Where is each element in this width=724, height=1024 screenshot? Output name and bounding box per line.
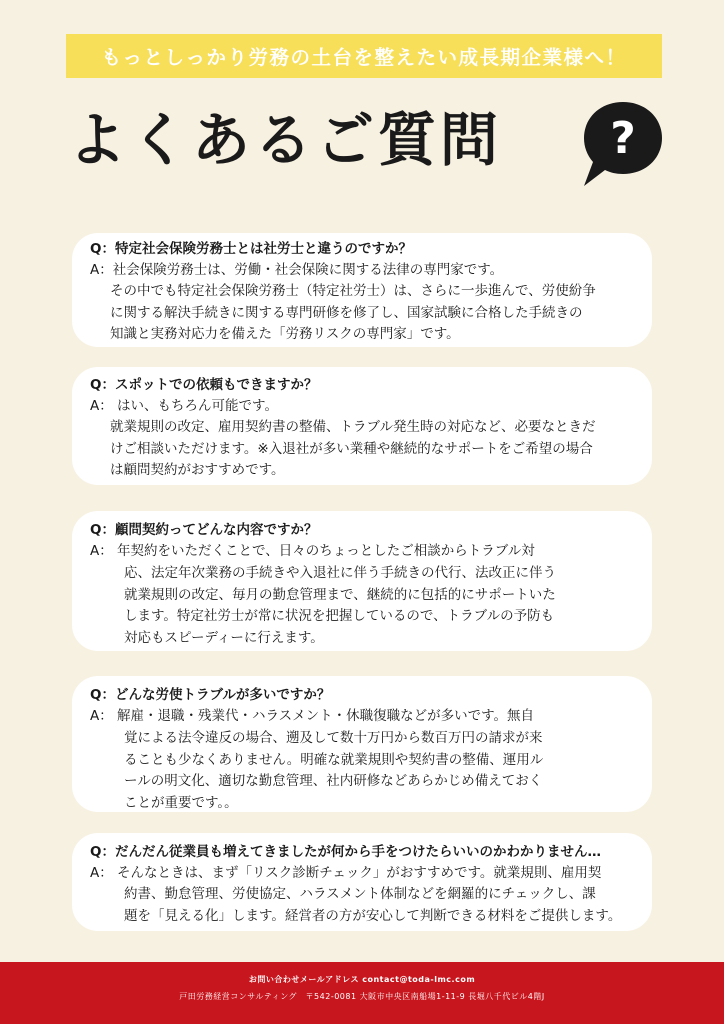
faq-answer-line: A： はい、もちろん可能です。	[90, 398, 278, 414]
faq-card	[72, 511, 652, 651]
faq-question: Q：特定社会保険労務士とは社労士と違うのですか？	[90, 241, 412, 257]
faq-answer-line: ることも少なくありません。明確な就業規則や契約書の整備、運用ル	[124, 751, 544, 768]
faq-answer-line: ールの明文化、適切な勤怠管理、社内研修などあらかじめ備えておく	[124, 773, 543, 790]
faq-answer	[90, 863, 636, 927]
faq-card	[72, 233, 652, 347]
faq-answer	[90, 706, 636, 815]
faq-answer-line: 就業規則の改定、毎月の勤怠管理まで、継続的に包括的にサポートいた	[124, 586, 556, 603]
faq-card	[72, 367, 652, 485]
faq-answer	[90, 260, 636, 346]
faq-answer-line: 題を「見える化」します。経営者の方が安心して判断できる材料をご提供します。	[124, 907, 622, 924]
faq-answer-line: 覚による法令違反の場合、遡及して数十万円から数百万円の請求が来	[124, 729, 543, 746]
company-address: 戸田労務経営コンサルティング 〒542-0081 大阪市中央区南船場1-11-9 長堀八千代ビル4階J	[179, 992, 545, 1001]
faq-question: Q：だんだん従業員も増えてきましたが何から手をつけたらいいのかわかりません…	[90, 844, 601, 860]
svg-text:?: ?	[610, 113, 636, 164]
faq-answer-line: 対応もスピーディーに行えます。	[124, 630, 324, 647]
faq-answer-line: に関する解決手続きに関する専門研修を修了し、国家試験に合格した手続きの	[110, 304, 583, 321]
faq-answer-line: A：社会保険労務士は、労働・社会保険に関する法律の専門家です。	[90, 262, 504, 278]
faq-answer-line: 約書、勤怠管理、労使協定、ハラスメント体制などを網羅的にチェックし、課	[124, 886, 596, 903]
faq-answer-line: A： 解雇・退職・残業代・ハラスメント・休職復職などが多いです。無自	[90, 708, 535, 724]
faq-answer-line: します。特定社労士が常に状況を把握しているので、トラブルの予防も	[124, 608, 555, 625]
faq-answer	[90, 541, 636, 650]
faq-answer-line: その中でも特定社会保険労務士（特定社労士）は、さらに一歩進んで、労使紛争	[110, 283, 596, 300]
faq-answer-line: ことが重要です。。	[124, 795, 238, 812]
banner-text: もっとしっかり労務の土台を整えたい成長期企業様へ！	[101, 46, 627, 69]
faq-answer	[90, 396, 636, 482]
faq-question: Q：顧問契約ってどんな内容ですか？	[90, 522, 318, 538]
faq-question: Q：スポットでの依頼もできますか？	[90, 377, 318, 393]
faq-answer-line: は顧問契約がおすすめです。	[110, 462, 285, 479]
faq-answer-line: 応、法定年次業務の手続きや入退社に伴う手続きの代行、法改正に伴う	[124, 564, 556, 581]
question-bubble-icon	[580, 98, 666, 190]
faq-answer-line: 知識と実務対応力を備えた「労務リスクの専門家」です。	[110, 326, 460, 343]
faq-answer-line: A： そんなときは、まず「リスク診断チェック」がおすすめです。就業規則、雇用契	[90, 865, 602, 881]
faq-card	[72, 833, 652, 931]
faq-answer-line: A： 年契約をいただくことで、日々のちょっとしたご相談からトラブル対	[90, 543, 535, 559]
faq-answer-line: 就業規則の改定、雇用契約書の整備、トラブル発生時の対応など、必要なときだ	[110, 419, 596, 436]
faq-card	[72, 676, 652, 812]
page-title: よくあるご質問	[68, 106, 503, 174]
footer-contact-bar	[0, 962, 724, 1024]
header-banner	[66, 34, 662, 78]
faq-question: Q：どんな労使トラブルが多いですか？	[90, 687, 331, 703]
faq-answer-line: けご相談いただけます。※入退社が多い業種や継続的なサポートをご希望の場合	[110, 440, 593, 457]
contact-email: お問い合わせメールアドレス contact@toda-lmc.com	[248, 975, 476, 984]
